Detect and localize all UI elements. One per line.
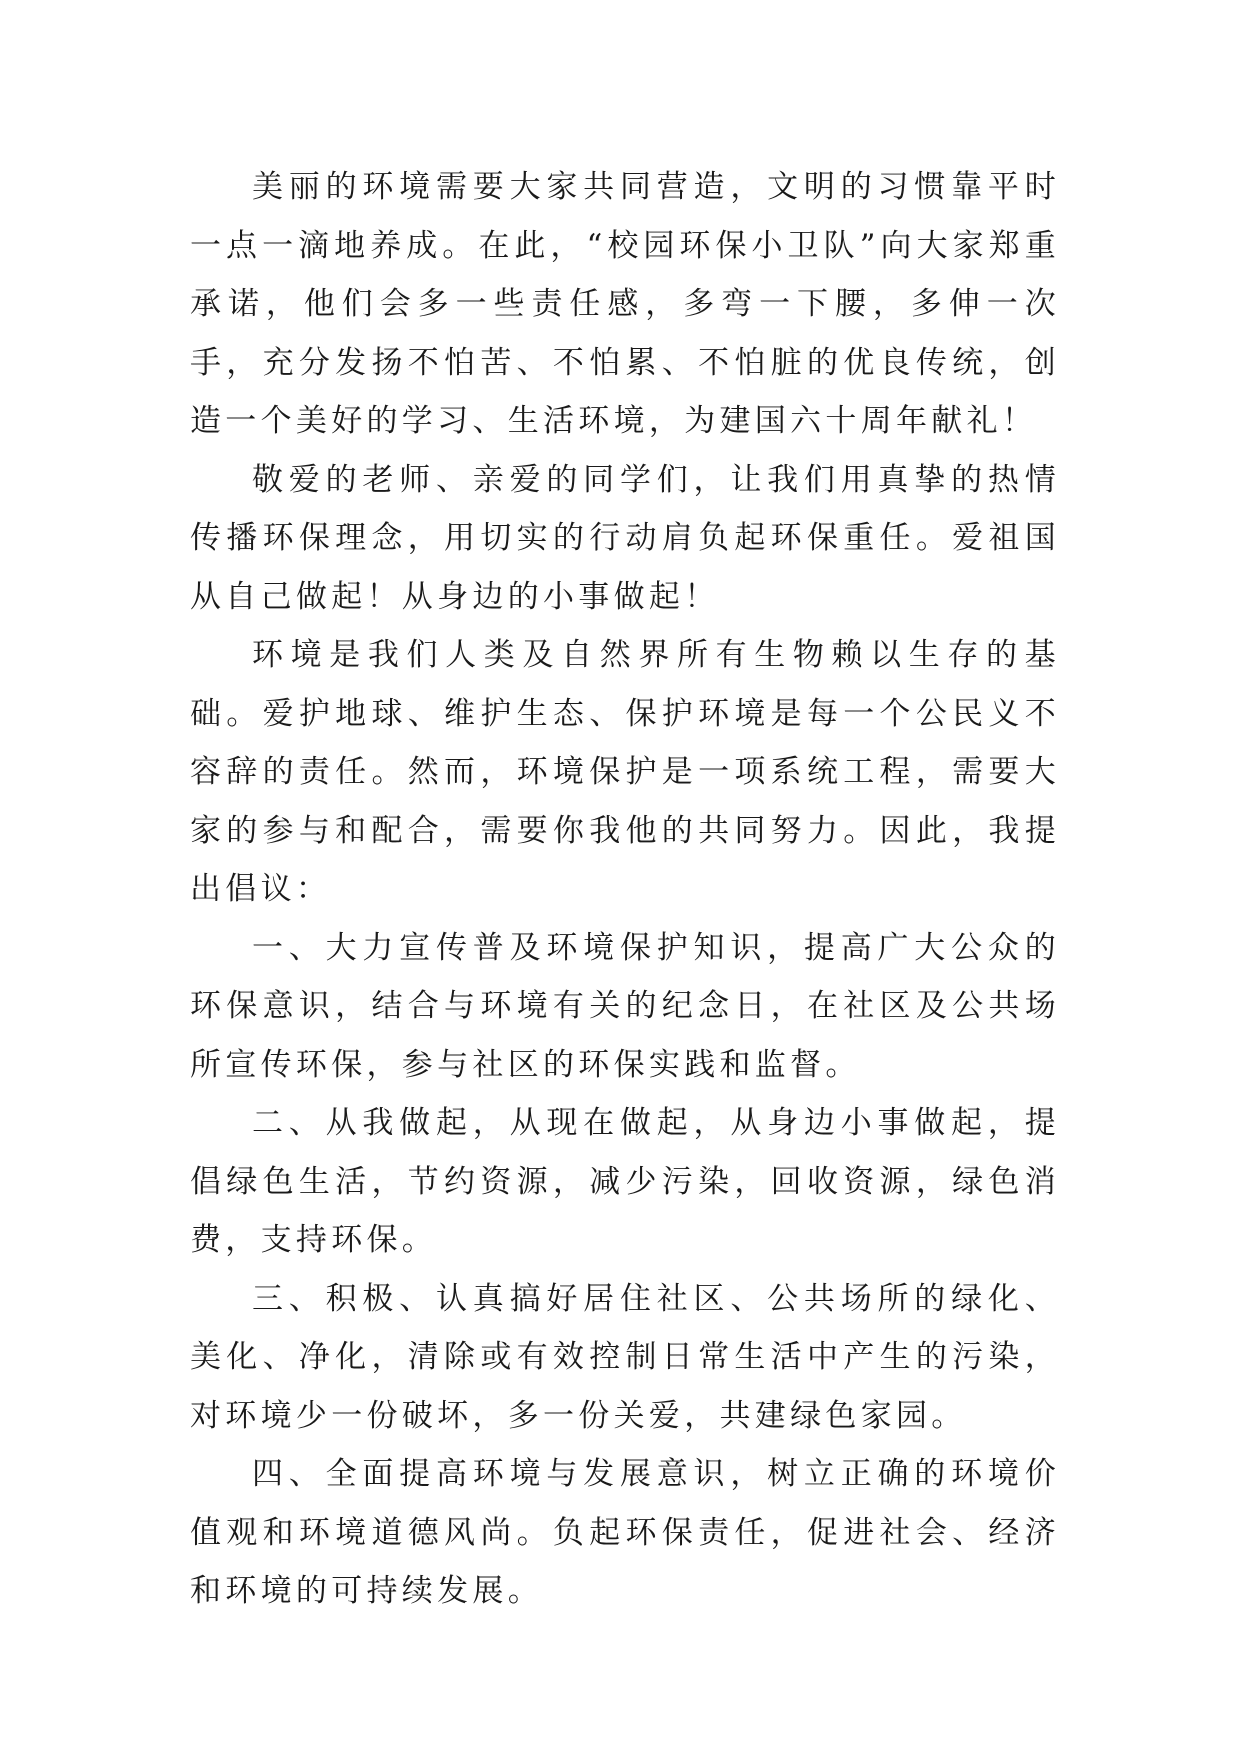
document-body <box>190 158 1060 1621</box>
paragraph-proposal-intro: 环境是我们人类及自然界所有生物赖以生存的基础。爱护地球、维护生态、保护环境是每一个公民义不容辞的责任。然而，环境保护是一项系统工程，需要大家的参与和配合，需要你我他的共同努力。因此，我提出倡议： <box>190 637 1060 907</box>
paragraph-proposal-1: 一、大力宣传普及环境保护知识，提高广大公众的环保意识，结合与环境有关的纪念日，在社区及公共场所宣传环保，参与社区的环保实践和监督。 <box>190 929 1060 1083</box>
paragraph-appeal: 敬爱的老师、亲爱的同学们，让我们用真挚的热情传播环保理念，用切实的行动肩负起环保重任。爱祖国从自己做起！从身边的小事做起！ <box>190 461 1060 615</box>
paragraph-commitment: 美丽的环境需要大家共同营造，文明的习惯靠平时一点一滴地养成。在此，“校园环保小卫队”向大家郑重承诺，他们会多一些责任感，多弯一下腰，多伸一次手，充分发扬不怕苦、不怕累、不怕脏的优良传统，创造一个美好的学习、生活环境，为建国六十周年献礼！ <box>190 169 1060 439</box>
paragraph-proposal-2: 二、从我做起，从现在做起，从身边小事做起，提倡绿色生活，节约资源，减少污染，回收资源，绿色消费，支持环保。 <box>190 1105 1060 1258</box>
paragraph-proposal-3: 三、积极、认真搞好居住社区、公共场所的绿化、美化、净化，清除或有效控制日常生活中产生的污染，对环境少一份破坏，多一份关爱，共建绿色家园。 <box>190 1280 1060 1434</box>
paragraph-proposal-4: 四、全面提高环境与发展意识，树立正确的环境价值观和环境道德风尚。负起环保责任，促进社会、经济和环境的可持续发展。 <box>190 1456 1060 1609</box>
